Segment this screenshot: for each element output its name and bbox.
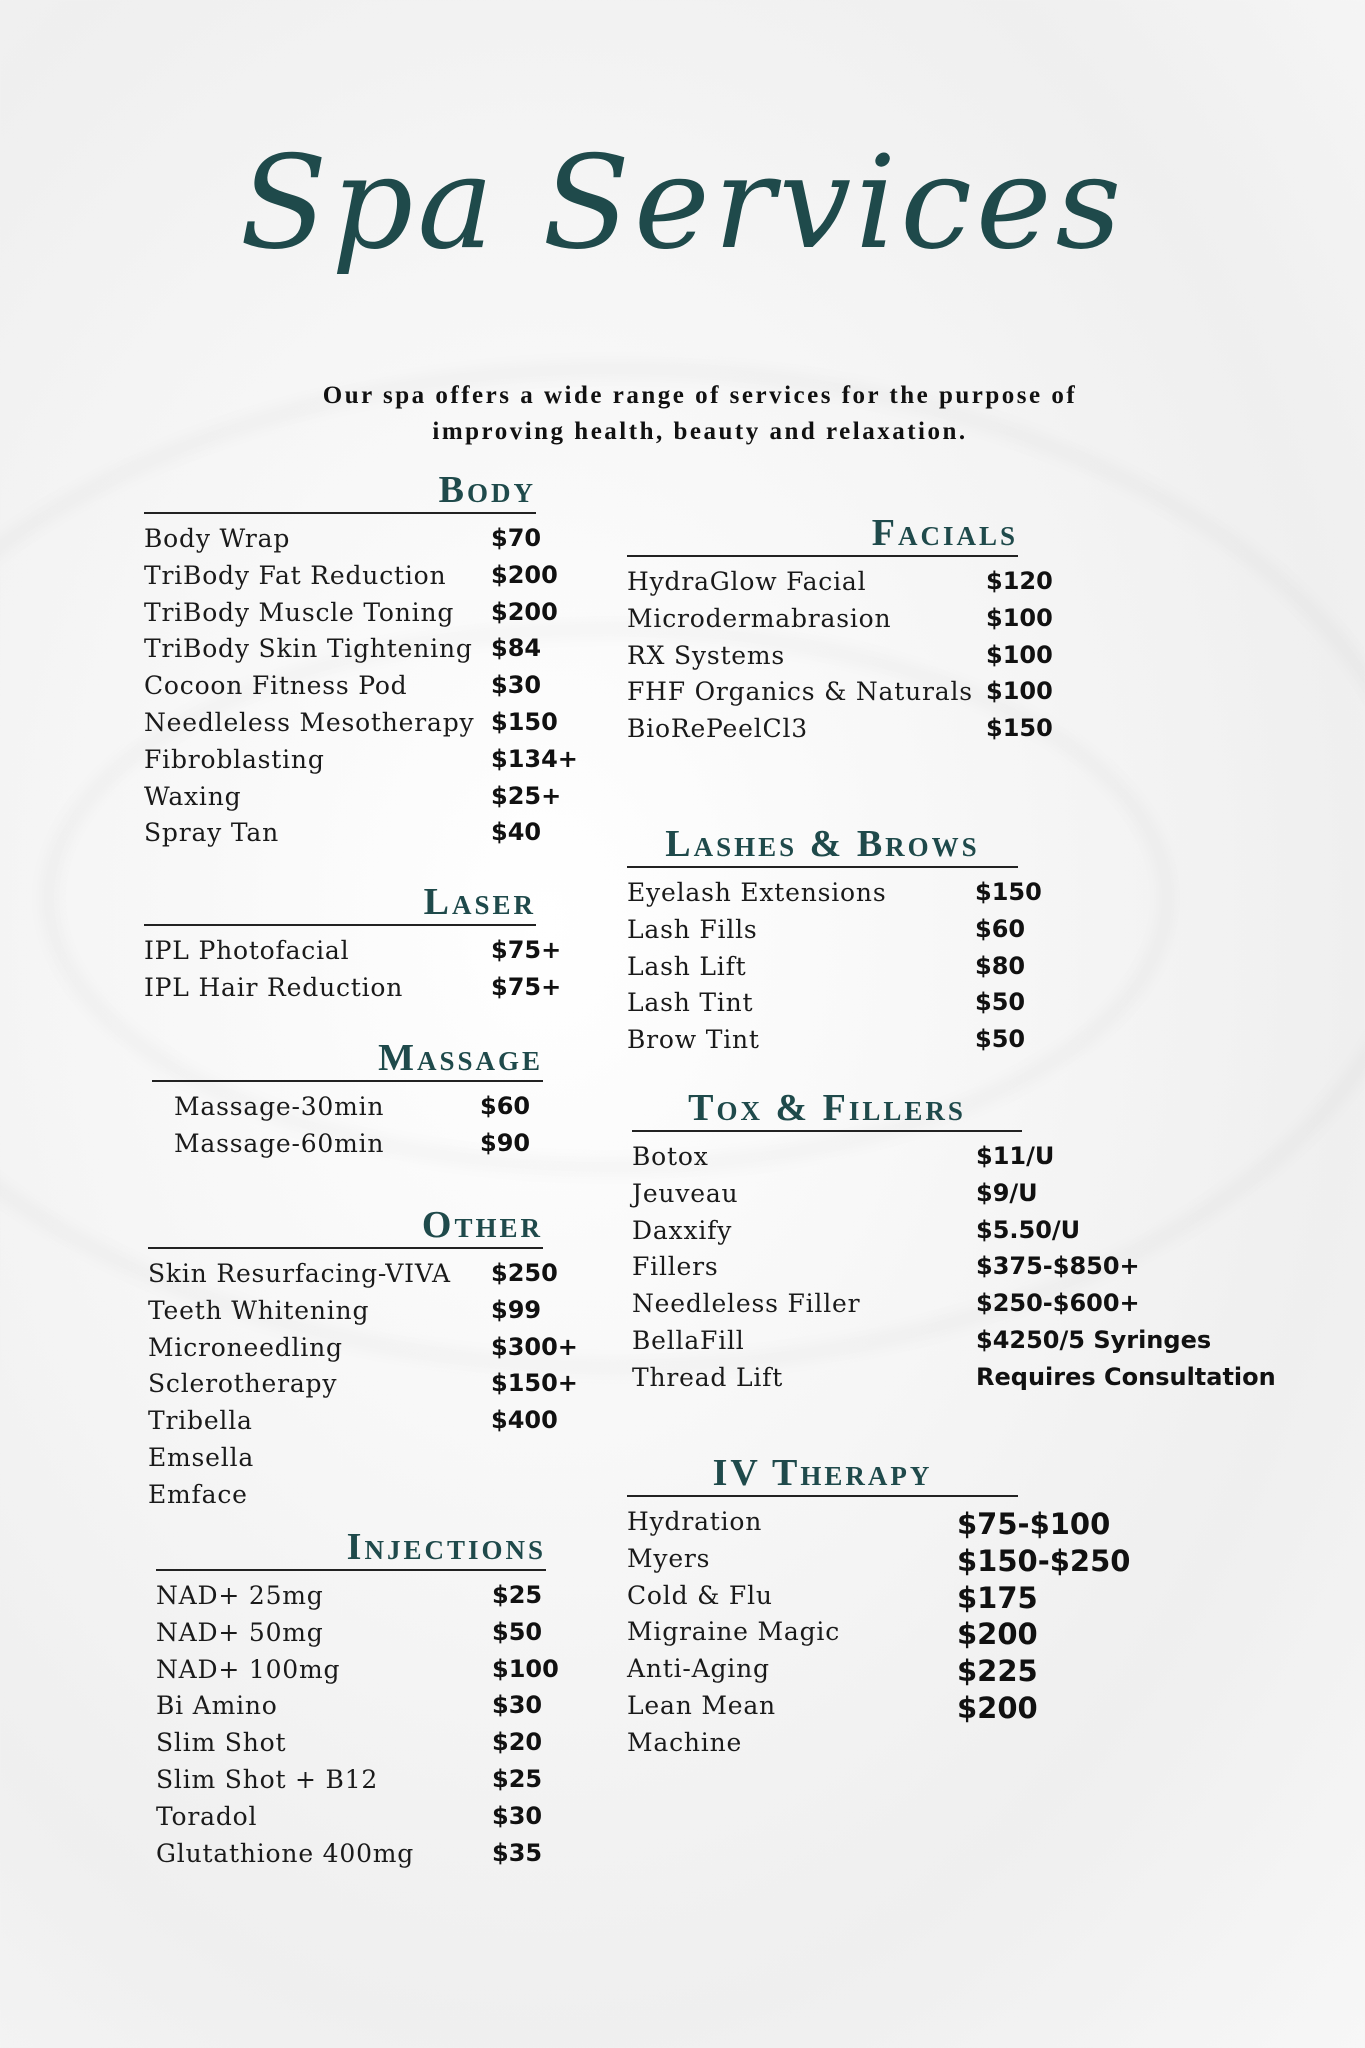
service-name: RX Systems — [627, 640, 786, 670]
service-price: $134+ — [491, 744, 578, 773]
service-price: $75+ — [491, 972, 562, 1001]
subtitle-line-1: Our spa offers a wide range of services for the purpose of — [322, 382, 1078, 409]
service-list — [632, 1142, 1276, 1400]
service-price: $60 — [975, 914, 1026, 943]
service-price: $75-$100 — [957, 1507, 1111, 1541]
section-heading: Body — [144, 470, 536, 514]
service-name: Anti-Aging — [627, 1654, 770, 1684]
service-row — [627, 640, 1053, 678]
service-list — [627, 1507, 1131, 1765]
service-price: $225 — [957, 1654, 1038, 1689]
service-row — [148, 1369, 578, 1406]
service-price: $150+ — [491, 1369, 578, 1398]
service-price: $200 — [491, 560, 558, 589]
service-price: $175 — [957, 1580, 1038, 1615]
service-name: Botox — [632, 1142, 709, 1171]
service-name: Teeth Whitening — [148, 1295, 370, 1325]
service-name: Fillers — [632, 1252, 719, 1282]
service-row — [627, 1728, 1018, 1765]
service-name: Lean Mean — [627, 1690, 776, 1720]
service-row — [627, 1690, 1038, 1728]
service-price: $99 — [491, 1295, 542, 1324]
section-lashes — [627, 823, 1042, 1062]
service-name: Needleless Filler — [632, 1289, 861, 1319]
section-laser — [144, 881, 562, 1010]
service-row — [144, 524, 542, 561]
service-row — [156, 1839, 546, 1876]
service-name: TriBody Fat Reduction — [144, 560, 447, 590]
service-name: Lash Fills — [627, 914, 758, 944]
service-name: Bi Amino — [156, 1691, 278, 1721]
service-row — [152, 1092, 543, 1129]
service-name: FHF Organics & Naturals — [627, 677, 973, 707]
service-price: $30 — [492, 1691, 543, 1720]
service-row — [627, 1543, 1131, 1581]
service-name: Massage-60min — [174, 1128, 385, 1158]
service-row — [627, 567, 1053, 604]
service-list — [148, 1259, 578, 1517]
service-row — [632, 1325, 1212, 1363]
service-name: BellaFill — [632, 1325, 745, 1355]
service-name: Daxxify — [632, 1215, 733, 1245]
section-massage — [152, 1038, 543, 1166]
service-name: Microneedling — [148, 1332, 343, 1362]
service-price: $75+ — [491, 936, 562, 964]
service-price: $200 — [957, 1690, 1038, 1725]
service-price: $100 — [986, 640, 1053, 669]
service-price: $150 — [491, 707, 558, 736]
service-row — [144, 818, 542, 855]
service-price: $80 — [975, 951, 1026, 980]
service-price: $35 — [492, 1838, 543, 1867]
service-price: $100 — [986, 677, 1053, 706]
service-name: Myers — [627, 1543, 711, 1573]
service-row — [156, 1802, 546, 1839]
service-price: $5.50/U — [976, 1215, 1081, 1244]
service-row — [627, 878, 1042, 915]
service-name: Hydration — [627, 1507, 763, 1536]
service-list — [627, 878, 1042, 1062]
service-name: HydraGlow Facial — [627, 567, 867, 596]
service-name: Spray Tan — [144, 818, 279, 848]
service-row — [627, 1580, 1038, 1618]
service-name: Eyelash Extensions — [627, 878, 887, 907]
service-price: $40 — [491, 818, 542, 847]
service-row — [156, 1581, 546, 1618]
service-row — [148, 1296, 543, 1333]
service-name: Microdermabrasion — [627, 603, 892, 633]
service-name: Fibroblasting — [144, 744, 325, 774]
service-row — [627, 603, 1053, 641]
service-row — [627, 714, 1053, 751]
service-price: $100 — [492, 1654, 559, 1683]
service-price: $375-$850+ — [976, 1252, 1140, 1281]
service-price: $50 — [975, 988, 1026, 1017]
service-row — [148, 1406, 558, 1443]
service-price: $150-$250 — [957, 1543, 1131, 1578]
section-body — [144, 469, 578, 855]
service-price: $100 — [986, 603, 1053, 632]
service-row — [632, 1178, 1038, 1216]
service-name: Needleless Mesotherapy — [144, 707, 475, 737]
service-row — [632, 1142, 1055, 1179]
service-price: $84 — [491, 634, 542, 663]
section-heading: Tox & Fillers — [632, 1088, 1022, 1132]
service-price: $90 — [480, 1128, 531, 1157]
service-price: $400 — [491, 1406, 558, 1435]
subtitle-line-2: improving health, beauty and relaxation. — [432, 418, 968, 445]
service-row — [156, 1765, 546, 1802]
service-list — [156, 1581, 559, 1875]
service-name: Slim Shot — [156, 1728, 287, 1758]
service-price: $120 — [986, 567, 1053, 595]
service-name: Waxing — [144, 781, 242, 811]
service-name: IPL Hair Reduction — [144, 972, 404, 1002]
service-row — [152, 1129, 543, 1166]
service-name: NAD+ 50mg — [156, 1617, 324, 1647]
section-injections — [156, 1526, 559, 1875]
service-price: $250-$600+ — [976, 1289, 1140, 1318]
service-price: $50 — [975, 1025, 1026, 1054]
service-row — [144, 560, 558, 598]
service-price: $60 — [480, 1092, 531, 1120]
service-row — [144, 972, 562, 1010]
service-price: $150 — [986, 714, 1053, 743]
service-price: $300+ — [491, 1332, 578, 1361]
service-name: Lash Tint — [627, 988, 754, 1018]
service-price: $200 — [957, 1617, 1038, 1652]
section-iv-therapy — [627, 1452, 1131, 1765]
service-price: $50 — [492, 1617, 543, 1646]
service-row — [148, 1259, 558, 1296]
service-list — [144, 524, 578, 855]
service-name: TriBody Muscle Toning — [144, 597, 455, 627]
service-name: BioRePeelCl3 — [627, 714, 808, 744]
service-price: $4250/5 Syringes — [976, 1325, 1212, 1354]
service-price: $200 — [491, 597, 558, 626]
service-row — [144, 597, 558, 635]
service-row — [144, 707, 558, 745]
section-heading: Injections — [156, 1527, 546, 1571]
service-name: Massage-30min — [174, 1092, 385, 1121]
page-title: Spa Services — [239, 129, 1126, 278]
service-price: $30 — [491, 671, 542, 700]
service-row — [627, 1507, 1111, 1544]
service-list — [627, 567, 1053, 751]
service-row — [627, 1025, 1026, 1062]
service-name: Cold & Flu — [627, 1580, 773, 1610]
service-row — [156, 1618, 546, 1655]
service-row — [627, 951, 1026, 989]
service-row — [632, 1215, 1081, 1253]
service-name: Glutathione 400mg — [156, 1838, 415, 1868]
service-price: $9/U — [976, 1178, 1038, 1207]
section-facials — [627, 512, 1053, 751]
service-row — [627, 914, 1026, 952]
service-row — [144, 936, 562, 973]
service-name: NAD+ 100mg — [156, 1654, 341, 1684]
service-name: Machine — [627, 1727, 743, 1757]
service-row — [144, 671, 542, 708]
page-subtitle — [200, 378, 1200, 450]
service-row — [627, 988, 1026, 1025]
service-name: Emface — [148, 1479, 248, 1509]
service-row — [632, 1362, 1276, 1400]
service-price: $25 — [492, 1764, 543, 1793]
service-name: Body Wrap — [144, 524, 291, 553]
service-price: $70 — [491, 524, 542, 552]
section-heading: Facials — [627, 513, 1018, 557]
service-row — [632, 1252, 1140, 1289]
service-row — [144, 634, 542, 671]
section-heading: Lashes & Brows — [627, 824, 1018, 868]
service-price: $25+ — [491, 781, 562, 810]
service-row — [148, 1332, 578, 1370]
service-name: NAD+ 25mg — [156, 1581, 324, 1610]
service-price: $25 — [492, 1581, 543, 1609]
service-list — [144, 936, 562, 1010]
service-name: Migraine Magic — [627, 1617, 840, 1647]
section-heading: IV Therapy — [627, 1453, 1018, 1497]
service-name: Thread Lift — [632, 1362, 784, 1392]
service-price: $11/U — [976, 1142, 1055, 1170]
service-row — [148, 1443, 543, 1480]
service-name: TriBody Skin Tightening — [144, 634, 473, 664]
service-name: Lash Lift — [627, 951, 747, 981]
service-price: Requires Consultation — [976, 1362, 1276, 1391]
service-row — [627, 1654, 1038, 1691]
service-row — [627, 1617, 1038, 1654]
section-tox — [632, 1087, 1276, 1400]
service-name: Slim Shot + B12 — [156, 1764, 379, 1794]
service-name: Brow Tint — [627, 1025, 760, 1055]
service-row — [148, 1480, 543, 1517]
service-name: Emsella — [148, 1442, 255, 1472]
service-row — [144, 744, 578, 782]
service-name: Jeuveau — [632, 1178, 739, 1208]
service-price: $150 — [975, 878, 1042, 906]
section-heading: Laser — [144, 882, 536, 926]
service-name: Skin Resurfacing-VIVA — [148, 1259, 451, 1288]
service-price: $30 — [492, 1801, 543, 1830]
service-row — [632, 1289, 1140, 1326]
service-name: Sclerotherapy — [148, 1369, 338, 1399]
service-price: $250 — [491, 1259, 558, 1287]
service-list — [152, 1092, 543, 1166]
service-name: Toradol — [156, 1801, 258, 1831]
service-row — [156, 1691, 546, 1728]
service-name: IPL Photofacial — [144, 936, 350, 965]
service-name: Cocoon Fitness Pod — [144, 671, 408, 701]
service-row — [627, 677, 1053, 714]
section-other — [148, 1204, 578, 1517]
section-heading: Other — [148, 1205, 543, 1249]
section-heading: Massage — [152, 1038, 543, 1082]
service-row — [144, 781, 562, 819]
service-row — [156, 1654, 559, 1692]
service-row — [156, 1728, 546, 1765]
service-name: Tribella — [148, 1406, 253, 1436]
service-price: $20 — [492, 1728, 543, 1757]
